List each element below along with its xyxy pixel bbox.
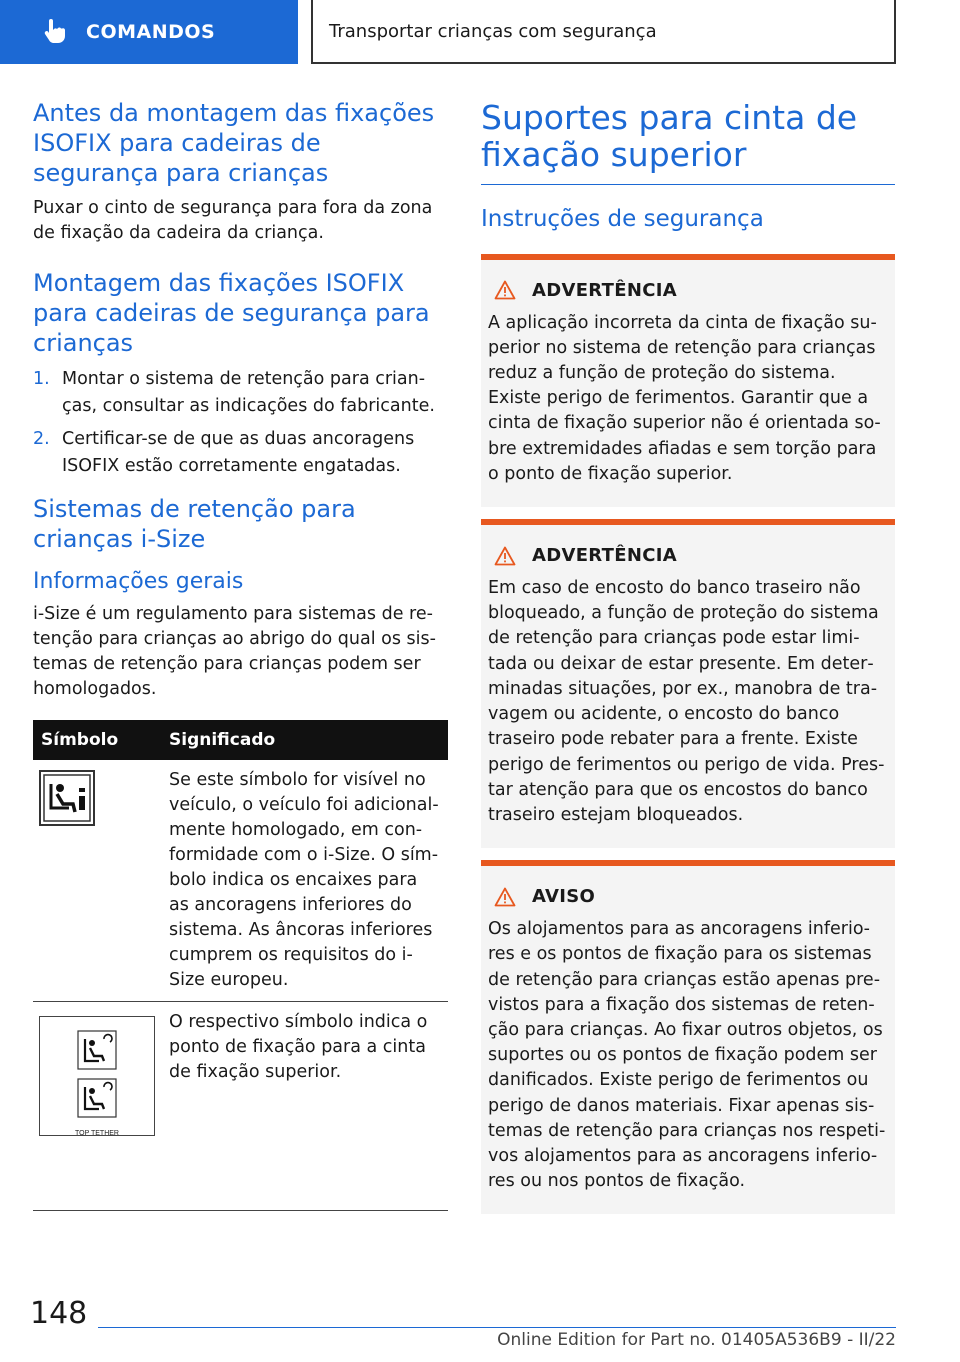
- left-column: [33, 98, 448, 1211]
- chapter-tab[interactable]: [0, 0, 298, 64]
- footer-rule: [98, 1327, 896, 1328]
- section-header: [311, 0, 896, 64]
- table-row: [33, 1001, 448, 1210]
- warning-box: [481, 254, 895, 507]
- general-info-subheading: Informações gerais: [33, 569, 244, 594]
- isofix-prep-text: Puxar o cinto de segurança para fora da zona de fixação da cadeira da criança.: [33, 198, 433, 243]
- step-text: Certificar-se de que as duas ancoragens ISOFIX estão corretamente engatadas.: [62, 429, 415, 476]
- page-number: 148: [30, 1296, 88, 1331]
- top-tether-heading: Suportes para cinta de fixação superior: [481, 98, 858, 174]
- isize-child-seat-icon: [39, 770, 95, 826]
- step-number: 2.: [33, 429, 50, 449]
- isofix-prep-heading: Antes da montagem das fixações ISOFIX para cadeiras de segurança para crianças: [33, 99, 435, 187]
- column-header-meaning: Significado: [161, 720, 448, 760]
- warning-triangle-icon: [494, 887, 516, 907]
- warning-title: AVISO: [532, 886, 596, 908]
- warning-triangle-icon: [494, 280, 516, 300]
- section-title: Transportar crianças com segurança: [329, 20, 657, 42]
- heading-rule: [481, 184, 895, 185]
- isize-heading: Sistemas de retenção para crianças i-Size: [33, 495, 356, 553]
- mount-steps-list: [33, 366, 448, 480]
- step-number: 1.: [33, 369, 50, 389]
- right-column: [481, 98, 895, 1214]
- safety-subheading: Instruções de segurança: [481, 205, 764, 232]
- top-tether-icon: [39, 1016, 155, 1136]
- warning-text: Em caso de encosto do banco traseiro não bloqueado, a função de proteção do sistema de retenção para crianças pode estar limitada ou deixar de estar presente. Em determinadas situações, por ex., manobra de travagem ou acidente, o encosto do banco traseiro pode rebater para a frente. Existe perigo de ferimentos ou perigo de vida. Prestar atenção para que os encostos do banco traseiro estejam bloqueados.: [488, 578, 885, 825]
- warning-title: ADVERTÊNCIA: [532, 279, 677, 301]
- isize-text: i-Size é um regulamento para sistemas de retenção para crianças ao abrigo do qual os sistemas de retenção para crianças podem ser homologados.: [33, 603, 436, 699]
- symbol-meaning: Se este símbolo for visível no veículo, o veículo foi adicionalmente homologado, em conformidade com o i-Size. O símbolo indica os encaixes para as ancoragens inferiores do sistema. As âncoras inferiores cumprem os requisitos do i-Size europeu.: [161, 760, 448, 1002]
- isofix-mount-heading: Montagem das fixações ISOFIX para cadeiras de segurança para crianças: [33, 269, 430, 357]
- notice-box: [481, 860, 895, 1214]
- warning-box: [481, 519, 895, 848]
- list-item: [33, 426, 448, 480]
- table-row: [33, 760, 448, 1002]
- chapter-label: COMANDOS: [86, 21, 216, 43]
- warning-text: Os alojamentos para as ancoragens inferiores e os pontos de fixação para os sistemas de retenção para crianças estão apenas previstos para a fixação dos sistemas de retenção para crianças. Ao fixar outros objetos, os suportes ou os pontos de fixação podem ser danificados. Existe perigo de ferimentos ou perigo de danos materiais. Fixar apenas sistemas de retenção para crianças nos respetivos alojamentos para as ancoragens inferiores ou nos pontos de fixação.: [488, 919, 886, 1192]
- edition-text: Online Edition for Part no. 01405A536B9 - II/22: [497, 1330, 896, 1350]
- column-header-symbol: Símbolo: [33, 720, 161, 760]
- symbol-meaning: O respectivo símbolo indica o ponto de fixação para a cinta de fixação superior.: [161, 1001, 448, 1210]
- warning-triangle-icon: [494, 546, 516, 566]
- hand-pointer-icon: [40, 19, 66, 45]
- top-tether-caption: TOP TETHER: [75, 1129, 119, 1137]
- warning-text: A aplicação incorreta da cinta de fixação superior no sistema de retenção para crianças reduz a função de proteção do sistema. Existe perigo de ferimentos. Garantir que a cinta de fixação superior não é orientada sobre extremidades afiadas e sem torção para o ponto de fixação superior.: [488, 312, 881, 484]
- step-text: Montar o sistema de retenção para crianças, consultar as indicações do fabricante.: [62, 369, 435, 416]
- anchor-symbol-icon: [40, 1017, 156, 1121]
- symbol-table: [33, 720, 448, 1211]
- list-item: [33, 366, 448, 420]
- warning-title: ADVERTÊNCIA: [532, 545, 677, 567]
